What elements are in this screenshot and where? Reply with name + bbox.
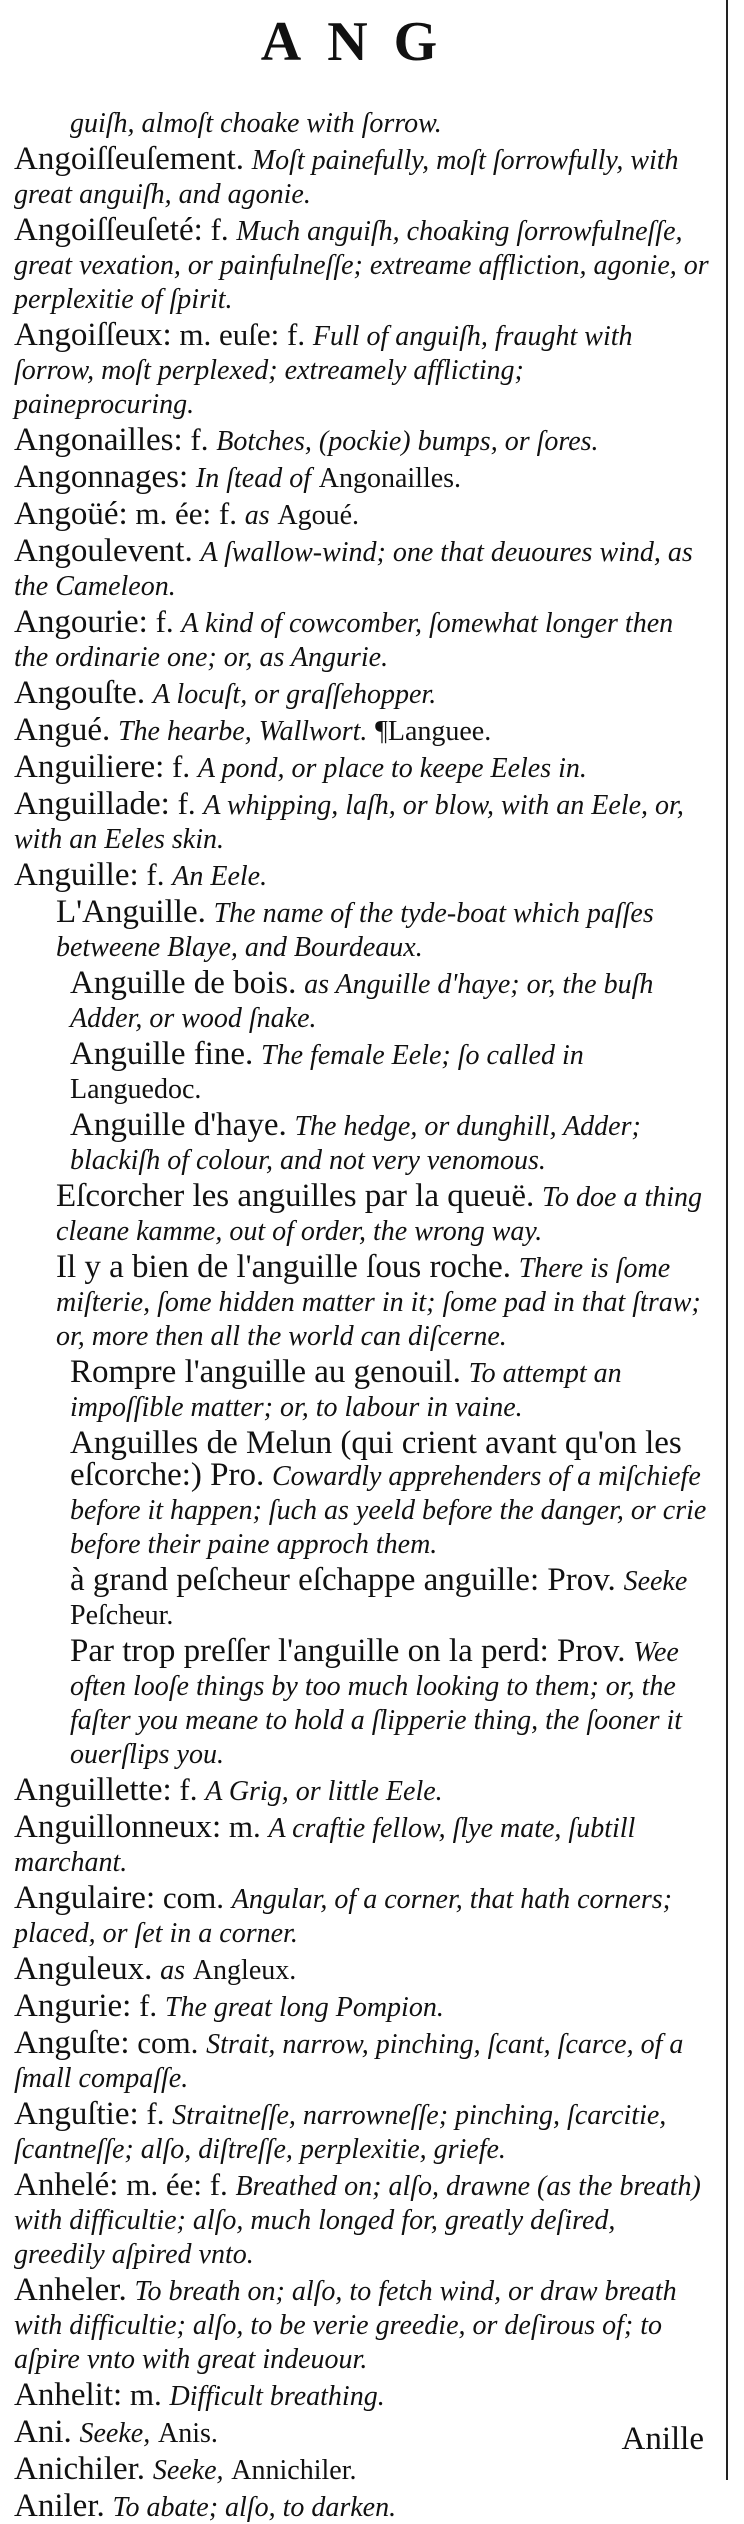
entry-definition: A pond, or place to keepe Eeles in. — [197, 753, 587, 784]
entry-definition: The great long Pompion. — [164, 1992, 444, 2023]
dictionary-entry — [14, 967, 710, 1035]
dictionary-entry — [14, 214, 710, 316]
entry-definition: as — [160, 1955, 186, 1986]
entry-definition: Much anguiſh, choaking ſorrowfulneſſe, great vexation, or painfulneſſe; extreame affliction, agonie, or perplexitie of ſpirit. — [14, 216, 709, 315]
dictionary-entry — [14, 1953, 710, 1987]
entry-headword: Rompre l'anguille au genouil. — [70, 1354, 461, 1390]
entry-headword: Angonnages: — [14, 459, 189, 495]
entry-headword: Anichiler. — [14, 2451, 146, 2487]
entry-headword: Anhelit: — [14, 2377, 123, 2413]
dictionary-entry — [14, 1109, 710, 1177]
entry-headword: Angulaire: — [14, 1880, 156, 1916]
entry-cross-reference: Agoué. — [277, 500, 360, 531]
entry-headword: L'Anguille. — [56, 894, 206, 930]
dictionary-entry — [14, 1356, 710, 1424]
entry-headword: Anguillade: — [14, 786, 170, 822]
dictionary-entry — [14, 1882, 710, 1950]
entry-definition: The hedge, or dunghill, Adder; blackiſh of colour, and not very venomous. — [70, 1111, 641, 1176]
entry-headword: Anguſte: — [14, 2025, 130, 2061]
entry-headword: Anheler. — [14, 2272, 127, 2308]
entry-grammar: f. — [190, 422, 209, 457]
entry-headword: Il y a bien de l'anguille ſous roche. — [56, 1249, 511, 1285]
entry-definition: The female Eele; ſo called in — [261, 1040, 584, 1071]
dictionary-entry — [14, 788, 710, 856]
entry-grammar: f. — [177, 786, 196, 821]
entry-definition: In ſtead of — [195, 463, 311, 494]
entry-headword: à grand peſcheur eſchappe anguille: Prov. — [70, 1562, 616, 1598]
entry-headword: Anguille de bois. — [70, 965, 297, 1001]
dictionary-entry — [14, 2416, 710, 2450]
dictionary-entry — [14, 535, 710, 603]
entry-definition: The hearbe, Wallwort. — [117, 716, 368, 747]
dictionary-entry — [14, 714, 710, 748]
entry-definition: A Grig, or little Eele. — [205, 1776, 443, 1807]
catchword: Anille — [621, 2421, 704, 2457]
entry-cross-reference: Languedoc. — [70, 1074, 202, 1105]
entry-cross-reference: Annichiler. — [231, 2455, 357, 2486]
dictionary-entry — [14, 2169, 710, 2271]
dictionary-entry — [14, 1635, 710, 1771]
dictionary-entry — [14, 1990, 710, 2024]
dictionary-entry — [14, 498, 710, 532]
dictionary-entry — [14, 2453, 710, 2487]
entry-grammar: f. — [139, 1988, 158, 2023]
dictionary-entry — [14, 859, 710, 893]
entry-definition: as — [244, 500, 270, 531]
entry-definition: There is ſome miſterie, ſome hidden matter in it; ſome pad in that ſtraw; or, more then all the world can diſcerne. — [56, 1253, 701, 1352]
entry-headword: Angué. — [14, 712, 111, 748]
page-edge-rule — [726, 0, 728, 2480]
entry-definition: A craftie fellow, ſlye mate, ſubtill marchant. — [14, 1813, 636, 1878]
entry-headword: Angonailles: — [14, 422, 183, 458]
dictionary-entry — [14, 106, 710, 140]
entry-definition: To attempt an impoſſible matter; or, to labour in vaine. — [70, 1358, 622, 1423]
dictionary-entry — [14, 1251, 710, 1353]
dictionary-entry — [14, 143, 710, 211]
entry-headword: Angoiſſeuſeté: — [14, 212, 203, 248]
entry-headword: Anguillonneux: — [14, 1809, 222, 1845]
entry-definition: A whipping, laſh, or blow, with an Eele, or, with an Eeles skin. — [14, 790, 684, 855]
entry-headword: Anhelé: — [14, 2167, 119, 2203]
entry-headword: Anguilles de Melun (qui crient avant qu'on les eſcorche:) Pro. — [70, 1425, 682, 1493]
dictionary-entry — [14, 1564, 710, 1632]
entry-headword: Anguiliere: — [14, 749, 165, 785]
entry-headword: Angoüé: — [14, 496, 128, 532]
entry-definition: A locuſt, or graſſehopper. — [152, 679, 437, 710]
dictionary-entry — [14, 1774, 710, 1808]
dictionary-entry — [14, 2379, 710, 2413]
entry-headword: Par trop preſſer l'anguille on la perd: Prov. — [70, 1633, 626, 1669]
entry-grammar: m. euſe: f. — [179, 317, 306, 352]
dictionary-entry — [14, 677, 710, 711]
entry-grammar: f. — [146, 2096, 165, 2131]
entry-cross-reference: ¶Languee. — [375, 716, 492, 747]
entry-definition: guiſh, almoſt choake with ſorrow. — [70, 108, 442, 139]
entry-definition: The name of the tyde-boat which paſſes betweene Blaye, and Bourdeaux. — [56, 898, 654, 963]
entry-cross-reference: Peſcheur. — [70, 1600, 174, 1631]
entry-grammar: m. ée: f. — [135, 496, 237, 531]
entry-headword: Anguillette: — [14, 1772, 172, 1808]
entry-headword: Anguille: — [14, 857, 139, 893]
entry-headword: Angoulevent. — [14, 533, 193, 569]
entry-grammar: com. — [162, 1880, 224, 1915]
entry-headword: Anguſtie: — [14, 2096, 139, 2132]
entry-definition: as Anguille d'haye; or, the buſh Adder, or wood ſnake. — [70, 969, 654, 1034]
entry-grammar: com. — [137, 2025, 199, 2060]
entry-definition: An Eele. — [172, 861, 268, 892]
entry-grammar: f. — [210, 212, 229, 247]
entry-headword: Angoiſſeux: — [14, 317, 172, 353]
entry-cross-reference: Angleux. — [192, 1955, 297, 1986]
entry-cross-reference: Anis. — [157, 2418, 218, 2449]
entry-cross-reference: Angonailles. — [318, 463, 462, 494]
entry-definition: A kind of cowcomber, ſomewhat longer then the ordinarie one; or, as Angurie. — [14, 608, 674, 673]
entry-headword: Anguille d'haye. — [70, 1107, 287, 1143]
entry-definition: Difficult breathing. — [169, 2381, 385, 2412]
entry-headword: Anguleux. — [14, 1951, 153, 1987]
dictionary-entry — [14, 461, 710, 495]
entry-headword: Angoiſſeuſement. — [14, 141, 245, 177]
entry-grammar: m. — [228, 1809, 261, 1844]
entry-definition: To breath on; alſo, to fetch wind, or draw breath with difficultie; alſo, to be verie greedie, or deſirous of; to aſpire vnto with great indeuour. — [14, 2276, 677, 2375]
dictionary-entry — [14, 751, 710, 785]
entry-headword: Eſcorcher les anguilles par la queuë. — [56, 1178, 535, 1214]
page-header: ANG — [260, 11, 464, 73]
entry-definition: Straitneſſe, narrowneſſe; pinching, ſcarcitie, ſcantneſſe; alſo, diſtreſſe, perplexitie, griefe. — [14, 2100, 667, 2165]
entry-definition: Angular, of a corner, that hath corners; placed, or ſet in a corner. — [14, 1884, 672, 1949]
dictionary-entry — [14, 1811, 710, 1879]
dictionary-entry — [14, 1427, 710, 1561]
dictionary-entry — [14, 606, 710, 674]
entry-definition: Seeke — [623, 1566, 688, 1597]
entry-definition: Cowardly apprehenders of a miſchiefe before it happen; ſuch as yeeld before the danger, or crie before their paine approch them. — [70, 1461, 707, 1560]
entry-grammar: f. — [155, 604, 174, 639]
entry-definition: Breathed on; alſo, drawne (as the breath) with difficultie; alſo, much longed for, greatly deſired, greedily aſpired vnto. — [14, 2171, 701, 2270]
dictionary-entry — [14, 319, 710, 421]
entry-definition: Botches, (pockie) bumps, or ſores. — [216, 426, 599, 457]
entry-grammar: f. — [172, 749, 191, 784]
entry-grammar: m. ée: f. — [126, 2167, 228, 2202]
entry-definition: To doe a thing cleane kamme, out of order, the wrong way. — [56, 1182, 703, 1247]
dictionary-entry — [14, 2098, 710, 2166]
entry-list — [14, 106, 710, 2524]
entry-headword: Aniler. — [14, 2488, 105, 2524]
entry-headword: Angurie: — [14, 1988, 132, 2024]
entry-definition: Seeke, — [152, 2455, 224, 2486]
entry-definition: To abate; alſo, to darken. — [112, 2492, 397, 2523]
entry-definition: Moſt painefully, moſt ſorrowfully, with great anguiſh, and agonie. — [14, 145, 679, 210]
dictionary-entry — [14, 2490, 710, 2524]
entry-grammar: f. — [146, 857, 165, 892]
entry-definition: Seeke, — [79, 2418, 151, 2449]
entry-definition: A ſwallow-wind; one that deuoures wind, as the Cameleon. — [14, 537, 693, 602]
dictionary-entry — [14, 2027, 710, 2095]
entry-headword: Angouſte. — [14, 675, 146, 711]
dictionary-entry — [14, 1180, 710, 1248]
dictionary-entry — [14, 2274, 710, 2376]
dictionary-entry — [14, 1038, 710, 1106]
entry-headword: Anguille fine. — [70, 1036, 254, 1072]
dictionary-entry — [14, 424, 710, 458]
entry-grammar: f. — [179, 1772, 198, 1807]
entry-definition: Wee often looſe things by too much looking to them; or, the faſter you meane to hold a ſlipperie thing, the ſooner it ouerſlips you. — [70, 1637, 683, 1770]
entry-headword: Ani. — [14, 2414, 72, 2450]
entry-definition: Full of anguiſh, fraught with ſorrow, moſt perplexed; extreamely afflicting; paineprocuring. — [14, 321, 633, 420]
dictionary-entry — [14, 896, 710, 964]
entry-definition: Strait, narrow, pinching, ſcant, ſcarce, of a ſmall compaſſe. — [14, 2029, 684, 2094]
entry-headword: Angourie: — [14, 604, 148, 640]
entry-grammar: m. — [129, 2377, 162, 2412]
